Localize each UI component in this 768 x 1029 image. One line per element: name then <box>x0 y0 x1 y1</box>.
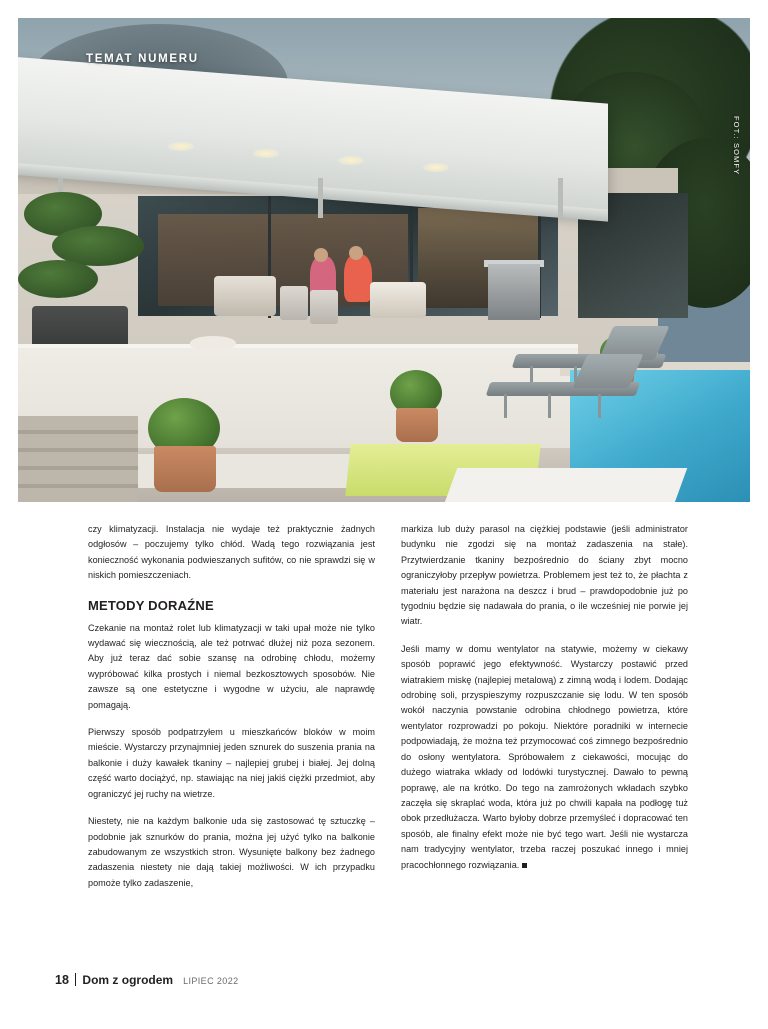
end-mark <box>522 863 527 868</box>
terracotta-pot <box>396 408 438 442</box>
hero-kicker: TEMAT NUMERU <box>86 53 199 65</box>
stool <box>280 286 308 320</box>
awning-spotlight <box>253 149 279 158</box>
garden-steps <box>18 416 138 502</box>
paragraph-final <box>401 642 688 873</box>
dog <box>190 336 236 350</box>
paragraph: Czekanie na montaż rolet lub klimatyzacji w taki upał może nie tylko wydawać się wiecznością, ale też potrwać dłużej niż poza sezonem. Aby już teraz dać sobie szansę na odrobinę chłodu, możemy wypróbować kilka prostych i niemal bezkosztowych sposobów. Nie zawsze są one estetyczne i wygodne w użyciu, ale naprawdę pomagają. <box>88 622 375 710</box>
awning-spotlight <box>423 163 449 172</box>
paragraph: czy klimatyzacji. Instalacja nie wydaje też praktycznie żadnych odgłosów – poczujemy tylko chłód. Wadą tego rozwiązania jest konieczność wykonania podwieszanych sufitów, co nie sprawdzi się w niskich pomieszczeniach. <box>88 524 375 581</box>
page-footer <box>55 971 239 987</box>
person-head-left <box>314 248 328 262</box>
photo-credit: FOT.: SOMFY <box>732 116 741 176</box>
page-number: 18 <box>55 973 69 987</box>
sofa <box>370 282 426 318</box>
awning-spotlight <box>338 156 364 165</box>
paragraph: Niestety, nie na każdym balkonie uda się zastosować tę sztuczkę – podobnie jak sznurków do prania, można jej użyć tylko na balkonie zabudowanym ze wszystkich stron. Wysunięte balkony bez żadnego zadaszenia niestety nie dają takiej możliwości. W ich przypadku pomoże tylko zadaszenie, <box>88 816 375 888</box>
column-right <box>401 522 688 891</box>
terracotta-pot <box>154 446 216 492</box>
paragraph-text: Jeśli mamy w domu wentylator na statywie, możemy w ciekawy sposób poprawić jego efektywność. Wystarczy postawić przed wiatrakiem miskę (najlepiej metalową) z zimną wodą i lodem. Dodając odrobinę soli, przyspieszymy rozpuszczanie się lodu. W ten sposób wokół naczynia powstanie odrobina chłodnego powietrza, które wentylator rozprowadzi po pokoju. Niektóre poradniki w internecie podpowiadają, że można też przymocować coś zimnego bezpośrednio do osłony wentylatora. Spróbowałem z ciekawości, mocując do dużego wiatraka wkłady od lodówki turystycznej. Dawało to pewną poprawę, ale na krótko. Do tego na zamrożonych wkładach szybko zaczęła się skraplać woda, która już po chwili kapała na podłogę tuż obok przedłużacza. Warto byłoby dobrze przemyśleć i dopracować ten sposób, ale finalny efekt może nie być tego wart. Jeśli nie wystarcza nam tradycyjny wentylator, trzeba raczej poszukać innego i mniej pracochłonnego rozwiązania. <box>401 643 688 870</box>
person-seated-right <box>344 254 372 302</box>
awning-arm <box>558 178 563 218</box>
issue-date: LIPIEC 2022 <box>183 976 239 986</box>
outdoor-grill <box>488 264 540 320</box>
bonsai-tree <box>18 186 148 316</box>
awning-arm <box>318 178 323 218</box>
hero-photo <box>18 18 750 502</box>
magazine-title: Dom z ogrodem <box>82 973 174 987</box>
sun-lounger-front <box>488 364 638 420</box>
person-head-right <box>349 246 363 260</box>
section-heading: METODY DORAŹNE <box>88 597 214 613</box>
paragraph: markiza lub duży parasol na ciężkiej podstawie (jeśli administrator budynku nie zgodzi się na montaż zadaszenia na stałe). Przytwierdzanie tkaniny bezpośrednio do ściany zbyt mocno ograniczyłoby przepływ powietrza. Problemem jest też to, że płachta z materiału jest narażona na deszcz i brud – prawdopodobnie już po tygodniu będzie się nadawała do prania, o ile wcześniej nie porwie jej wiatr. <box>401 524 688 627</box>
stool <box>310 290 338 324</box>
column-left <box>88 522 375 891</box>
footer-divider <box>75 973 77 986</box>
white-table-foreground <box>443 468 688 502</box>
article-body <box>88 522 688 891</box>
armchair <box>214 276 276 316</box>
awning-spotlight <box>168 142 194 151</box>
paragraph: Pierwszy sposób podpatrzyłem u mieszkańców bloków w moim mieście. Wystarczy przynajmniej jeden sznurek do suszenia prania na balkonie i duży kawałek tkaniny – najlepiej grubej i białej. Jej dolną część warto dociążyć, np. stawiając na niej jakiś ciężki przedmiot, aby ograniczyć jej ruchy na wietrze. <box>88 727 375 799</box>
